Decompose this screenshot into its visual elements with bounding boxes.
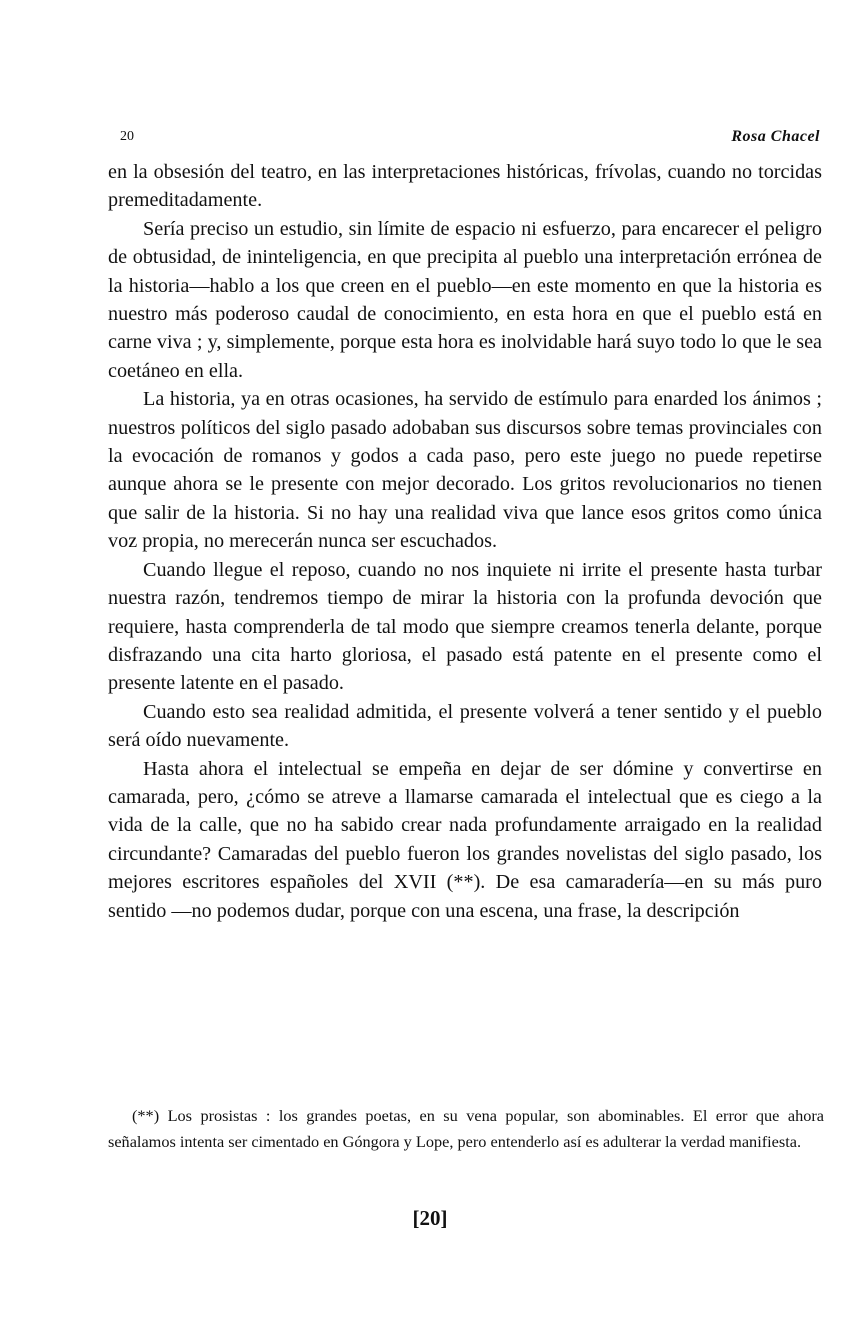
paragraph-3: La historia, ya en otras ocasiones, ha servido de estímulo para enarded los ánimos ; nuestros políticos del siglo pasado adobaban sus discursos sobre temas provinciales con la evocación de romanos y godos a cada paso, pero este juego no puede repetirse aunque ahora se le presente con mejor decorado. Los gritos revolucionarios no tienen que salir de la historia. Si no hay una realidad viva que lance esos gritos como única voz propia, no merecerán nunca ser escuchados.: [108, 388, 822, 553]
footnote: (**) Los prosistas : los grandes poetas, en su vena popular, son abominables. El error que ahora señalamos intenta ser cimentado en Góngora y Lope, pero entenderlo así es adulterar la verdad manifiesta.: [108, 1106, 824, 1151]
running-head-author: Rosa Chacel: [731, 128, 820, 145]
paragraph-1: en la obsesión del teatro, en las interpretaciones históricas, frívolas, cuando no torcidas premeditadamente.: [108, 161, 822, 212]
paragraph-5: Cuando esto sea realidad admitida, el presente volverá a tener sentido y el pueblo será oído nuevamente.: [108, 700, 822, 752]
paragraph-2: Sería preciso un estudio, sin límite de espacio ni esfuerzo, para encarecer el peligro de obtusidad, de ininteligencia, en que precipita al pueblo una interpretación errónea de la historia—hablo a los que creen en el pueblo—en este momento en que la historia es nuestro más poderoso caudal de conocimiento, en esta hora en que el pueblo está en carne viva ; y, simplemente, porque esta hora es inolvidable hará suyo todo lo que le sea coetáneo en ella.: [108, 217, 822, 382]
running-head: [108, 126, 822, 150]
page-number: 20: [120, 129, 134, 144]
paragraph-4: Cuando llegue el reposo, cuando no nos inquiete ni irrite el presente hasta turbar nuestra razón, tendremos tiempo de mirar la historia con la profunda devoción que requiere, hasta comprenderla de tal modo que siempre creamos tenerla delante, porque disfrazando una cita harto gloriosa, el pasado está patente en el presente como el presente latente en el pasado.: [108, 558, 822, 695]
folio-page-number: [20]: [412, 1206, 448, 1230]
body-text: [108, 158, 822, 925]
paragraph-6: Hasta ahora el intelectual se empeña en dejar de ser dómine y convertirse en camarada, pero, ¿cómo se atreve a llamarse camarada el intelectual que es ciego a la vida de la calle, que no ha sabido crear nada profundamente arraigado en la realidad circundante? Camaradas del pueblo fueron los grandes novelistas del siglo pasado, los mejores escritores españoles del XVII (**). De esa camaradería—en su más puro sentido —no podemos dudar, porque con una escena, una frase, la descripción: [108, 757, 822, 922]
